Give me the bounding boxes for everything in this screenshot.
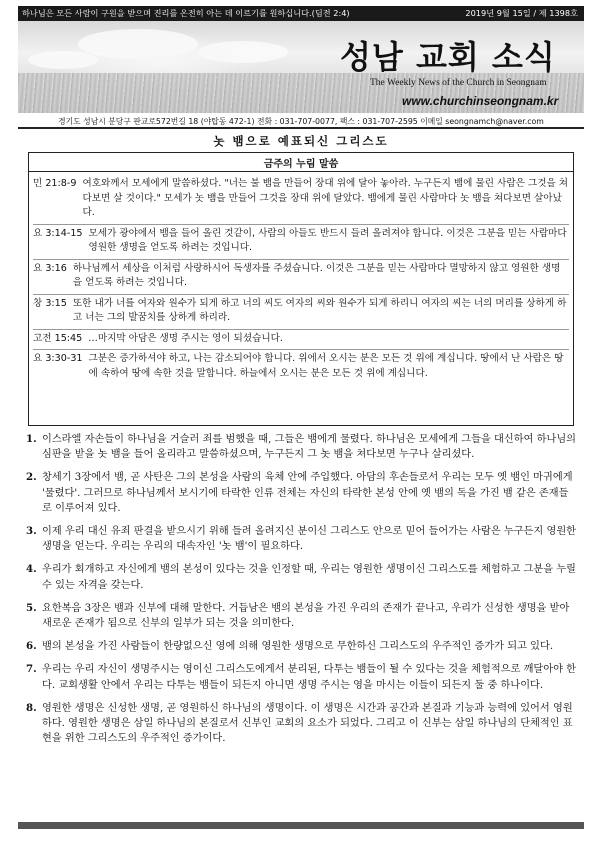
verse-item	[33, 350, 569, 384]
verse-item	[33, 295, 569, 330]
point-number: 2.	[26, 471, 37, 484]
verse-list	[33, 175, 569, 384]
point-number: 1.	[26, 433, 37, 445]
footer-bar	[18, 822, 584, 829]
sermon-point	[26, 470, 578, 516]
newsletter-header	[18, 6, 584, 124]
verse-text: 하나님께서 세상을 이처럼 사랑하시어 독생자를 주셨습니다. 이것은 그분을 믿는 사람마다 멸망하지 않고 영원한 생명을 얻도록 하려는 것입니다.	[72, 262, 561, 288]
verse-text: …마지막 아담은 생명 주시는 영이 되셨습니다.	[88, 332, 283, 344]
sermon-title: 놋 뱀으로 예표되신 그리스도	[213, 134, 389, 148]
point-number: 3.	[26, 525, 37, 538]
issue-date: 2019년 9월 15일 / 제 1398호	[465, 8, 578, 18]
point-number: 6.	[26, 640, 37, 653]
verse-reference: 요 3:14-15	[33, 227, 83, 239]
verse-reference: 민 21:8-9	[33, 178, 77, 189]
verse-text: 여호와께서 모세에게 말씀하셨다. "너는 불 뱀을 만들어 장대 위에 달아 놓아라. 누구든지 뱀에 물린 사람은 그것을 쳐다보면 살 것이다." 모세가 놋 뱀을 만들어 그것을 장대 위에 달았다. 뱀에게 물린 사람마다 놋 뱀을 쳐다보면 살아났다.	[82, 178, 569, 218]
point-number: 5.	[26, 601, 37, 614]
point-text: 이스라엘 자손들이 하나님을 거슬러 죄를 범했을 때, 그들은 뱀에게 물렸다. 하나님은 모세에게 그들을 대신하여 하나님의 심판을 받을 놋 뱀을 들어 올리라고 말씀하셨으며, 누구든지 그 놋 뱀을 쳐다보면 누구나 살리셨다.	[42, 434, 577, 461]
sermon-point	[26, 524, 578, 554]
sermon-point	[26, 562, 578, 592]
verse-item	[33, 330, 569, 351]
verse-item	[33, 225, 569, 260]
verse-reference: 창 3:15	[33, 297, 67, 309]
header-top-bar	[18, 6, 584, 21]
church-address: 경기도 성남시 분당구 판교로572번길 18 (야탑동 472-1) 전화 : 031-707-0077, 팩스 : 031-707-2595 이메일 seongnamch@naver.com	[58, 117, 544, 126]
point-text: 우리는 우리 자신이 생명주시는 영이신 그리스도에게서 분리된, 다투는 뱀들이 될 수 있다는 것을 체험적으로 깨달아야 한다. 교회생활 안에서 우리는 다투는 뱀들이 되든지 아니면 생명 주시는 영을 마시는 이들이 되든지 둘 중 하나이다.	[42, 664, 577, 691]
sermon-points	[26, 432, 578, 754]
point-text: 뱀의 본성을 가진 사람들이 한량없으신 영에 의해 영원한 생명으로 무한하신 그리스도의 우주적인 증가가 되고 있다.	[42, 641, 554, 653]
verse-reference: 고전 15:45	[33, 332, 83, 344]
point-number: 8.	[26, 701, 37, 714]
sermon-point	[26, 701, 578, 747]
newsletter-title: 성남 교회 소식	[340, 38, 556, 76]
verse-reference: 요 3:30-31	[33, 353, 83, 364]
verse-text: 그분은 증가하셔야 하고, 나는 감소되어야 합니다. 위에서 오시는 분은 모든 것 위에 계십니다. 땅에서 난 사람은 땅에 속하여 땅에 속한 것을 말합니다. 하늘에서 오시는 분은 모든 것 위에 계십니다.	[88, 353, 564, 379]
verses-box-title: 금주의 누림 말씀	[263, 159, 339, 170]
header-verse: 하나님은 모든 사람이 구원을 받으며 진리를 온전히 아는 데 이르기를 원하십니다.(딤전 2:4)	[22, 8, 350, 18]
point-text: 창세기 3장에서 뱀, 곧 사탄은 그의 본성을 사람의 육체 안에 주입했다. 아담의 후손들로서 우리는 모두 옛 뱀인 마귀에게 '물렸다'. 그러므로 하나님께서 보시기에 타락한 인류 전체는 자신의 타락한 본성 안에 옛 뱀의 독을 가진 뱀 같은 존재들로 이루어져 있다.	[42, 472, 573, 514]
verse-item	[33, 175, 569, 225]
verse-text: 모세가 광야에서 뱀을 들어 올린 것같이, 사람의 아들도 반드시 들려 올려져야 합니다. 이것은 그분을 믿는 사람마다 영원한 생명을 얻도록 하려는 것입니다.	[88, 227, 567, 253]
verse-item	[33, 260, 569, 295]
verses-box-divider	[29, 171, 573, 172]
newsletter-subtitle: The Weekly News of the Church in Seongnam	[370, 78, 547, 88]
sermon-point	[26, 639, 578, 654]
point-text: 이제 우리 대신 유죄 판결을 받으시기 위해 들려 올려지신 분이신 그리스도 안으로 믿어 들어가는 사람은 누구든지 영원한 생명을 얻는다. 우리는 우리의 대속자인 '놋 뱀'이 필요하다.	[42, 526, 577, 553]
point-number: 4.	[26, 563, 37, 576]
website-url[interactable]: www.churchinseongnam.kr	[402, 94, 559, 108]
point-text: 우리가 회개하고 자신에게 뱀의 본성이 있다는 것을 인정할 때, 우리는 영원한 생명이신 그리스도를 체험하고 그분을 누릴 수 있는 자격을 갖는다.	[42, 564, 577, 591]
point-text: 영원한 생명은 신성한 생명, 곧 영원하신 하나님의 생명이다. 이 생명은 시간과 공간과 본질과 기능과 능력에 있어서 영원하다. 영원한 생명은 삼일 하나님의 본질로서 신부인 교회의 요소가 되었다. 그리고 이 신부는 삼일 하나님의 단체적인 표현을 위한 그리스도의 우주적인 증가이다.	[42, 702, 573, 745]
header-divider	[18, 127, 584, 129]
weekly-verses-box	[28, 152, 574, 426]
sermon-point	[26, 662, 578, 692]
sermon-point	[26, 601, 578, 631]
point-number: 7.	[26, 663, 37, 676]
sermon-point	[26, 432, 578, 462]
verse-reference: 요 3:16	[33, 262, 67, 274]
verse-text: 또한 내가 너를 여자와 원수가 되게 하고 너의 씨도 여자의 씨와 원수가 되게 하리니 여자의 씨는 너의 머리를 상하게 하고 너는 그의 발꿈치를 상하게 하리라.	[72, 297, 567, 323]
point-text: 요한복음 3장은 뱀과 신부에 대해 말한다. 거듭남은 뱀의 본성을 가진 우리의 존재가 끝나고, 우리가 신성한 생명을 받아 새로운 존재가 됨으로 신부의 일부가 되는 것을 의미한다.	[42, 602, 570, 630]
